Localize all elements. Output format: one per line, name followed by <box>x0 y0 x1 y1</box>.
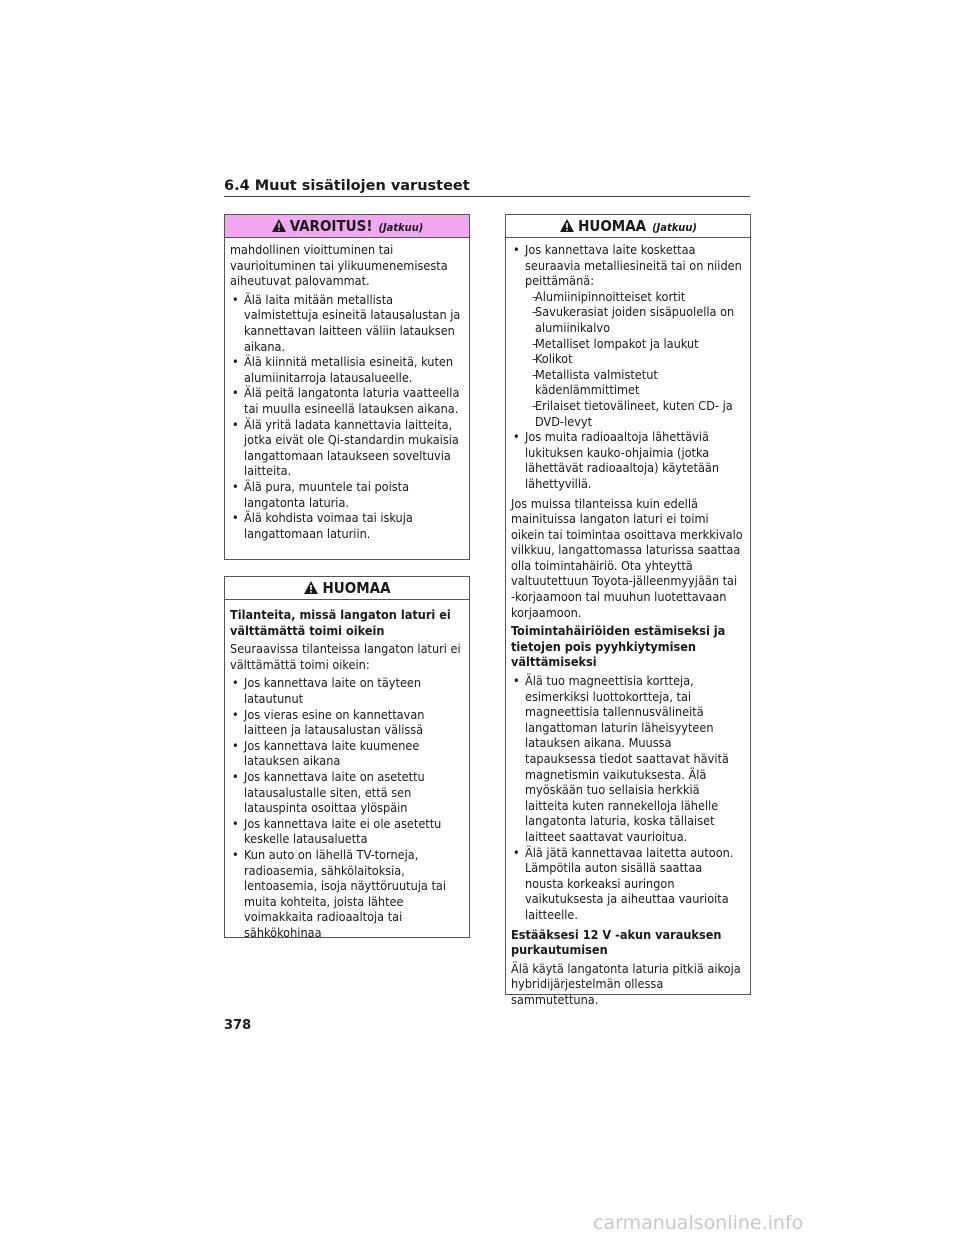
list-item: • Jos muita radioaaltoja lähettäviä lukituksen kauko-ohjaimia (jotka lähettävät radioaaltoja) käytetään lähettyvillä. <box>511 429 744 491</box>
note-heading: Tilanteita, missä langaton laturi ei välttämättä toimi oikein <box>230 607 451 638</box>
warning-triangle-icon <box>559 218 575 233</box>
note-intro: Seuraavissa tilanteissa langaton laturi ei välttämättä toimi oikein: <box>230 641 461 672</box>
note-box-2-title: HUOMAA <box>578 217 647 235</box>
list-item: • Kun auto on lähellä TV-torneja, radioasemia, sähkölaitoksia, lentoasemia, isoja näyttöruutuja tai muita kohteita, joista lähtee voimakkaita radioaaltoja tai sähkökohinaa <box>230 847 463 941</box>
list-item: • Jos kannettava laite ei ole asetettu keskelle latausaluetta <box>230 816 463 847</box>
note-box-2-subtitle: (Jatkuu) <box>652 221 697 234</box>
note-paragraph: Jos muissa tilanteissa kuin edellä mainituissa langaton laturi ei toimi oikein tai toimintaa osoittava merkkivalo vilkkuu, langattomassa laturissa saattaa olla toimintahäiriö. Ota yhteyttä valtuutettuun Toyota-jälleenmyyjään tai -korjaamoon tai muuhun luotettavaan korjaamoon. <box>511 495 743 620</box>
page-number: 378 <box>224 1018 252 1033</box>
list-item: • Älä jätä kannettavaa laitetta autoon. Lämpötila auton sisällä saattaa nousta korkeaksi auringon vaikutuksesta ja aiheuttaa vaurioita laitteelle. <box>511 845 744 923</box>
warning-list <box>230 292 463 542</box>
warning-triangle-icon <box>303 580 319 595</box>
note-box-2 <box>505 214 751 1007</box>
note-box-1-title: HUOMAA <box>322 579 391 597</box>
list-item <box>511 242 744 429</box>
note-list <box>511 242 744 492</box>
list-item: – Alumiinipinnoitteiset kortit <box>521 289 744 305</box>
list-item: • Jos kannettava laite kuumenee latauksen aikana <box>230 738 463 769</box>
list-item: • Jos kannettava laite on asetettu latausalustalle siten, että sen latauspinta osoittaa ylöspäin <box>230 769 463 816</box>
note-box-1-header <box>225 577 469 600</box>
warning-triangle-icon <box>271 218 287 233</box>
list-item: • Älä kiinnitä metallisia esineitä, kuten alumiinitarroja latausalueelle. <box>230 354 463 385</box>
list-item: – Metallista valmistetut kädenlämmittimet <box>521 367 744 398</box>
note-list <box>511 673 744 923</box>
note-list <box>230 675 463 940</box>
list-item: • Älä kohdista voimaa tai iskuja langattomaan laturiin. <box>230 510 463 541</box>
list-item: • Älä peitä langatonta laturia vaatteella tai muulla esineellä latauksen aikana. <box>230 385 463 416</box>
list-item: – Kolikot <box>521 351 744 367</box>
list-item-text: Jos kannettava laite koskettaa seuraavia metalliesineitä tai on niiden peittämänä: <box>525 242 742 289</box>
list-item: • Älä tuo magneettisia kortteja, esimerkiksi luottokortteja, tai magneettisia tallennusvälineitä langattoman laturin läheisyyteen latauksen aikana. Muussa tapauksessa tiedot saattavat hävitä magnetismin vaikutuksesta. Älä myöskään tuo sellaisia herkkiä laitteita kuten rannekelloja lähelle langatonta laturia, koska tällaiset laitteet saattavat vaurioitua. <box>511 673 744 845</box>
note-box-1 <box>224 576 470 938</box>
warning-box-header <box>225 215 469 238</box>
dash-list <box>525 289 744 429</box>
list-item: • Jos vieras esine on kannettavan laitteen ja latausalustan välissä <box>230 707 463 738</box>
list-item: • Älä laita mitään metallista valmistettuja esineitä latausalustan ja kannettavan laitteen väliin latauksen aikana. <box>230 292 463 354</box>
warning-box <box>224 214 470 560</box>
list-item: • Älä yritä ladata kannettavia laitteita, jotka eivät ole Qi-standardin mukaisia langattomaan lataukseen soveltuvia laitteita. <box>230 417 463 479</box>
list-item: – Metalliset lompakot ja laukut <box>521 336 744 352</box>
warning-intro: mahdollinen vioittuminen tai vaurioituminen tai ylikuumenemisesta aiheutuvat palovammat. <box>230 242 448 289</box>
note-heading: Estääksesi 12 V -akun varauksen purkautumisen <box>511 926 722 958</box>
list-item: – Savukerasiat joiden sisäpuolella on alumiinikalvo <box>521 304 744 335</box>
note-paragraph: Älä käytä langatonta laturia pitkiä aikoja hybridijärjestelmän ollessa sammutettuna. <box>511 960 741 1007</box>
list-item: • Älä pura, muuntele tai poista langatonta laturia. <box>230 479 463 510</box>
note-heading: Toimintahäiriöiden estämiseksi ja tietojen pois pyyhkiytymisen välttämiseksi <box>511 623 726 670</box>
note-box-2-header <box>506 215 750 238</box>
list-item: • Jos kannettava laite on täyteen latautunut <box>230 675 463 706</box>
warning-box-subtitle: (Jatkuu) <box>378 221 424 234</box>
warning-box-title: VAROITUS! <box>289 217 373 235</box>
section-title: 6.4 Muut sisätilojen varusteet <box>224 178 750 197</box>
list-item: – Erilaiset tietovälineet, kuten CD- ja DVD-levyt <box>521 398 744 429</box>
watermark: carmanualsonline.info <box>593 1212 804 1234</box>
